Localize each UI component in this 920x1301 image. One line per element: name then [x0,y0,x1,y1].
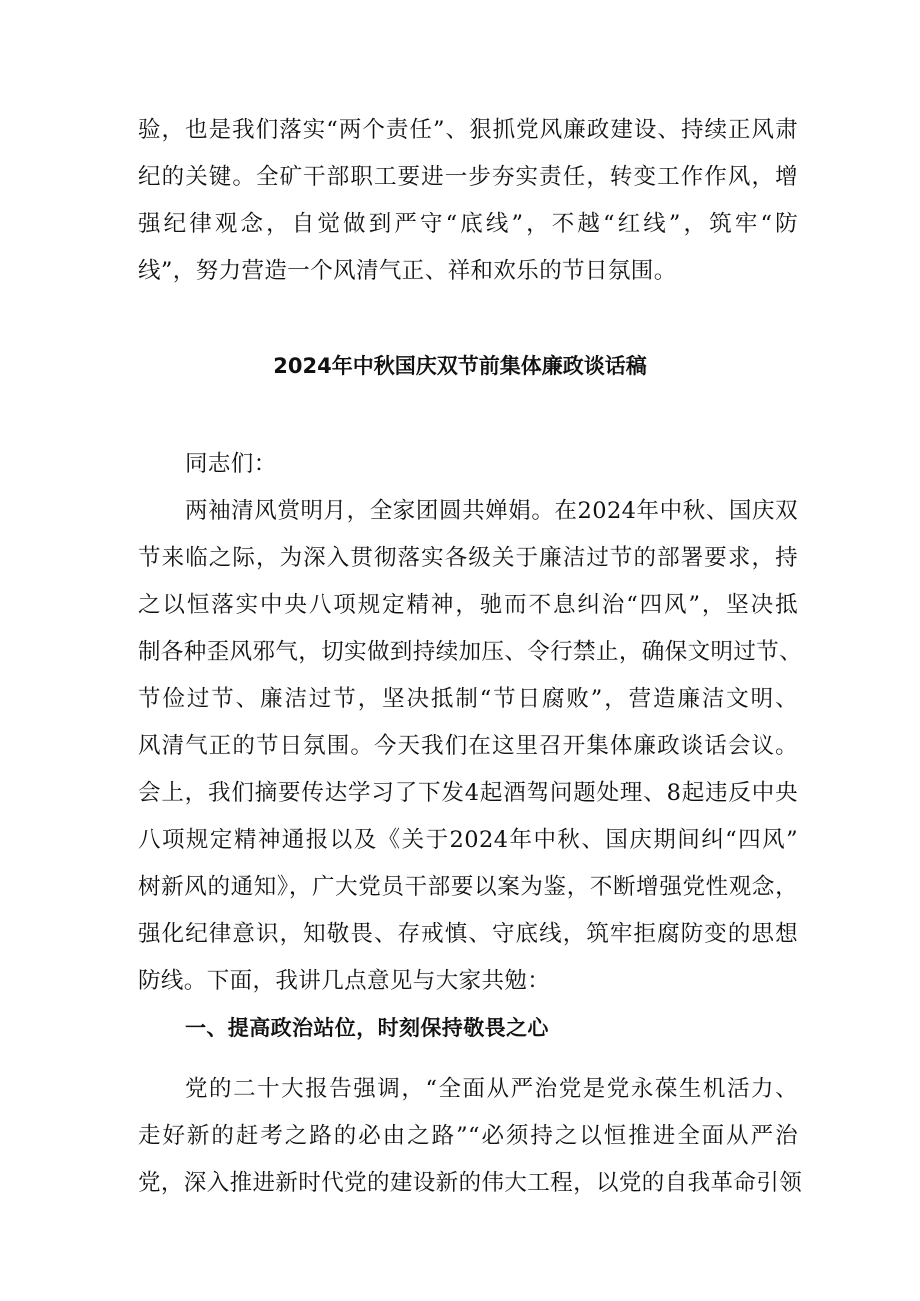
paragraph-line: 党，深入推进新时代党的建设新的伟大工程，以党的自我革命引领 [138,1170,803,1196]
paragraph-line: 线”，努力营造一个风清气正、祥和欢乐的节日氛围。 [138,258,677,284]
paragraph-line: 防线。下面，我讲几点意见与大家共勉： [138,968,551,994]
paragraph-line: 树新风的通知》，广大党员干部要以案为鉴，不断增强党性观念， [138,874,798,900]
section-heading: 一、提高政治站位，时刻保持敬畏之心 [185,1016,549,1040]
paragraph-line: 节来临之际，为深入贯彻落实各级关于廉洁过节的部署要求，持 [138,545,798,571]
paragraph-line: 会上，我们摘要传达学习了下发4起酒驾问题处理、8起违反中央 [138,780,798,806]
paragraph-line: 纪的关键。全矿干部职工要进一步夯实责任，转变工作作风，增 [138,164,798,190]
paragraph-line: 制各种歪风邪气，切实做到持续加压、令行禁止，确保文明过节、 [138,639,803,665]
paragraph-line: 节俭过节、廉洁过节，坚决抵制“节日腐败”，营造廉洁文明、 [138,686,798,712]
paragraph-line: 强化纪律意识，知敬畏、存戒慎、守底线，筑牢拒腐防变的思想 [138,921,798,947]
document-title: 2024年中秋国庆双节前集体廉政谈话稿 [273,354,647,378]
paragraph-line: 验，也是我们落实“两个责任”、狠抓党风廉政建设、持续正风肃 [138,117,798,143]
paragraph-line: 强纪律观念，自觉做到严守“底线”，不越“红线”，筑牢“防 [138,211,798,237]
paragraph-line: 两袖清风赏明月，全家团圆共婵娟。在2024年中秋、国庆双 [185,498,798,524]
paragraph-line: 走好新的赶考之路的必由之路”“必须持之以恒推进全面从严治 [138,1123,798,1149]
salutation: 同志们： [185,451,277,477]
paragraph-line: 之以恒落实中央八项规定精神，驰而不息纠治“四风”，坚决抵 [138,592,798,618]
paragraph-line: 风清气正的节日氛围。今天我们在这里召开集体廉政谈话会议。 [138,733,798,759]
paragraph-line: 党的二十大报告强调，“全面从严治党是党永葆生机活力、 [185,1076,798,1102]
paragraph-line: 八项规定精神通报以及《关于2024年中秋、国庆期间纠“四风” [138,827,798,853]
